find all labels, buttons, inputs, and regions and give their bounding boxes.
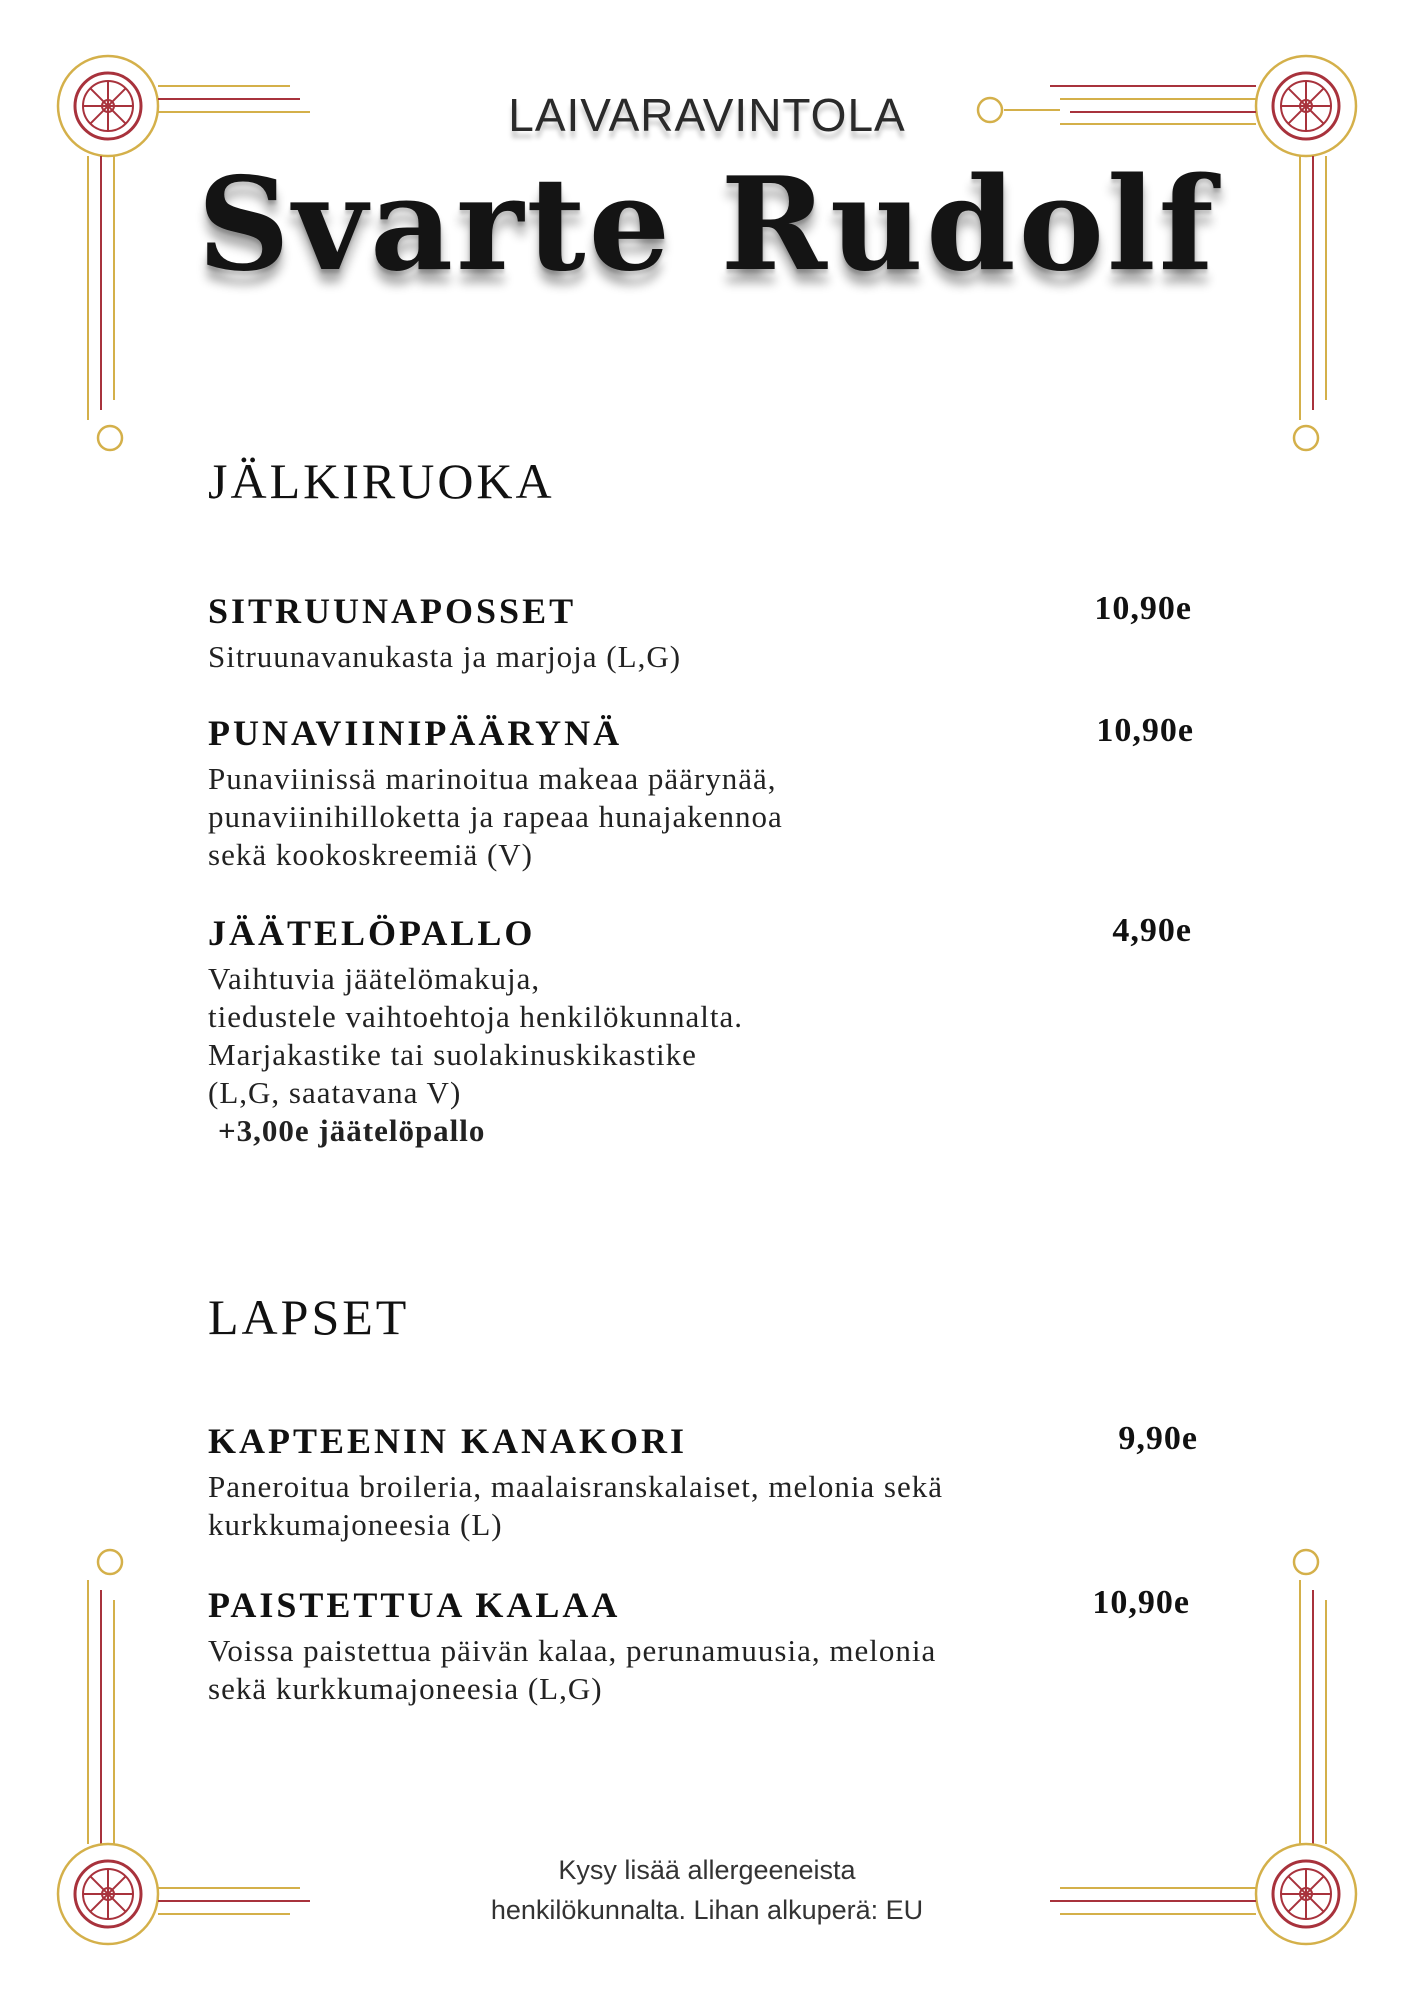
item-price: 10,90e (1094, 590, 1192, 627)
item-name: JÄÄTELÖPALLO (208, 913, 536, 953)
description-line: Paneroitua broileria, maalaisranskalaiset, melonia sekä (208, 1469, 944, 1504)
allergen-footer-note (0, 1850, 1414, 1930)
restaurant-name: Svarte Rudolf (197, 150, 1217, 300)
description-line: punaviinihilloketta ja rapeaa hunajakennoa (208, 799, 783, 834)
item-description (208, 960, 1028, 1150)
description-line: sekä kookoskreemiä (V) (208, 837, 534, 872)
footer-line-2: henkilökunnalta. Lihan alkuperä: EU (490, 1895, 924, 1925)
section-heading-kids: LAPSET (208, 1289, 410, 1345)
restaurant-subtitle: LAIVARAVINTOLA (508, 89, 906, 141)
item-description (208, 760, 1028, 874)
item-name: PUNAVIINIPÄÄRYNÄ (208, 713, 623, 753)
section-heading-desserts: JÄLKIRUOKA (208, 453, 555, 509)
description-line: sekä kurkkumajoneesia (L,G) (208, 1671, 603, 1706)
item-name: KAPTEENIN KANAKORI (208, 1421, 688, 1461)
description-line: Marjakastike tai suolakinuskikastike (208, 1037, 697, 1072)
item-description (208, 1468, 1088, 1544)
item-description (208, 638, 1028, 676)
description-line: tiedustele vaihtoehtoja henkilökunnalta. (208, 999, 744, 1034)
item-price: 9,90e (1118, 1420, 1198, 1457)
extra-scoop-note: +3,00e jäätelöpallo (218, 1113, 486, 1148)
footer-line-1: Kysy lisää allergeeneista (558, 1855, 856, 1885)
item-name: PAISTETTUA KALAA (208, 1585, 621, 1625)
item-name: SITRUUNAPOSSET (208, 591, 577, 631)
item-price: 4,90e (1112, 912, 1192, 949)
description-line: Voissa paistettua päivän kalaa, perunamuusia, melonia (208, 1633, 937, 1668)
description-line: Punaviinissä marinoitua makeaa päärynää, (208, 761, 777, 796)
item-description (208, 1632, 1088, 1708)
description-line: kurkkumajoneesia (L) (208, 1507, 503, 1542)
item-price: 10,90e (1092, 1584, 1190, 1621)
description-line: Sitruunavanukasta ja marjoja (L,G) (208, 639, 682, 674)
item-price: 10,90e (1096, 712, 1194, 749)
description-line: Vaihtuvia jäätelömakuja, (208, 961, 541, 996)
description-line: (L,G, saatavana V) (208, 1075, 462, 1110)
